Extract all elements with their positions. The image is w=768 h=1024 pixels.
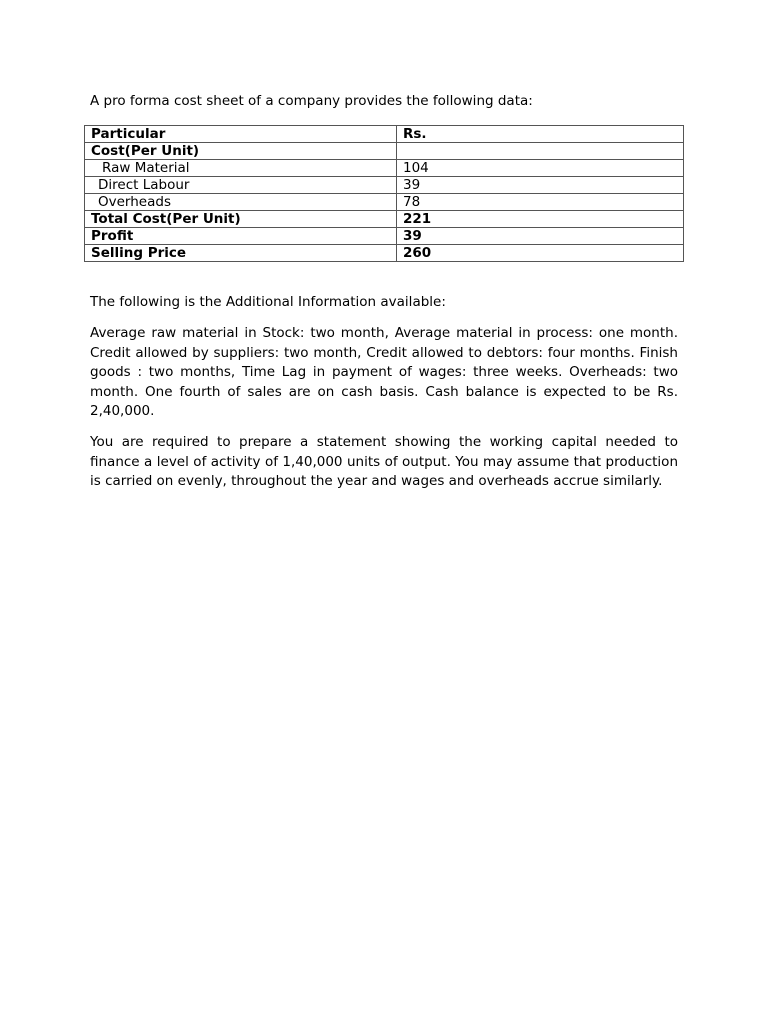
table-row (85, 177, 684, 194)
intro-text: A pro forma cost sheet of a company provides the following data: (90, 93, 533, 109)
table-row (85, 160, 684, 177)
row-label: Total Cost(Per Unit) (85, 211, 397, 228)
requirement-paragraph: You are required to prepare a statement showing the working capital needed to finance a level of activity of 1,40,000 units of output. You may assume that production is carried on evenly, throughout the year and wages and overheads accrue similarly. (90, 434, 678, 489)
row-value: 221 (397, 211, 684, 228)
row-value: 104 (397, 160, 684, 177)
row-label: Overheads (85, 194, 397, 211)
header-rs: Rs. (397, 126, 684, 143)
row-value: 39 (397, 177, 684, 194)
row-label: Selling Price (85, 245, 397, 262)
table-header-row (85, 126, 684, 143)
cost-sheet-table (84, 125, 684, 262)
row-label: Direct Labour (85, 177, 397, 194)
table-row (85, 228, 684, 245)
row-label: Raw Material (85, 160, 397, 177)
row-label: Cost(Per Unit) (85, 143, 397, 160)
table-row (85, 245, 684, 262)
row-value: 260 (397, 245, 684, 262)
additional-info-heading: The following is the Additional Information available: (90, 294, 446, 310)
row-value (397, 143, 684, 160)
additional-info-paragraph: Average raw material in Stock: two month, Average material in process: one month. Credit allowed by suppliers: two month, Credit allowed to debtors: four months. Finish goods : two months, Time Lag in payment of wages: three weeks. Overheads: two month. One fourth of sales are on cash basis. Cash balance is expected to be Rs. 2,40,000. (90, 325, 678, 419)
table-row (85, 143, 684, 160)
header-particular: Particular (85, 126, 397, 143)
row-value: 39 (397, 228, 684, 245)
table-row (85, 194, 684, 211)
table-row (85, 211, 684, 228)
row-value: 78 (397, 194, 684, 211)
row-label: Profit (85, 228, 397, 245)
